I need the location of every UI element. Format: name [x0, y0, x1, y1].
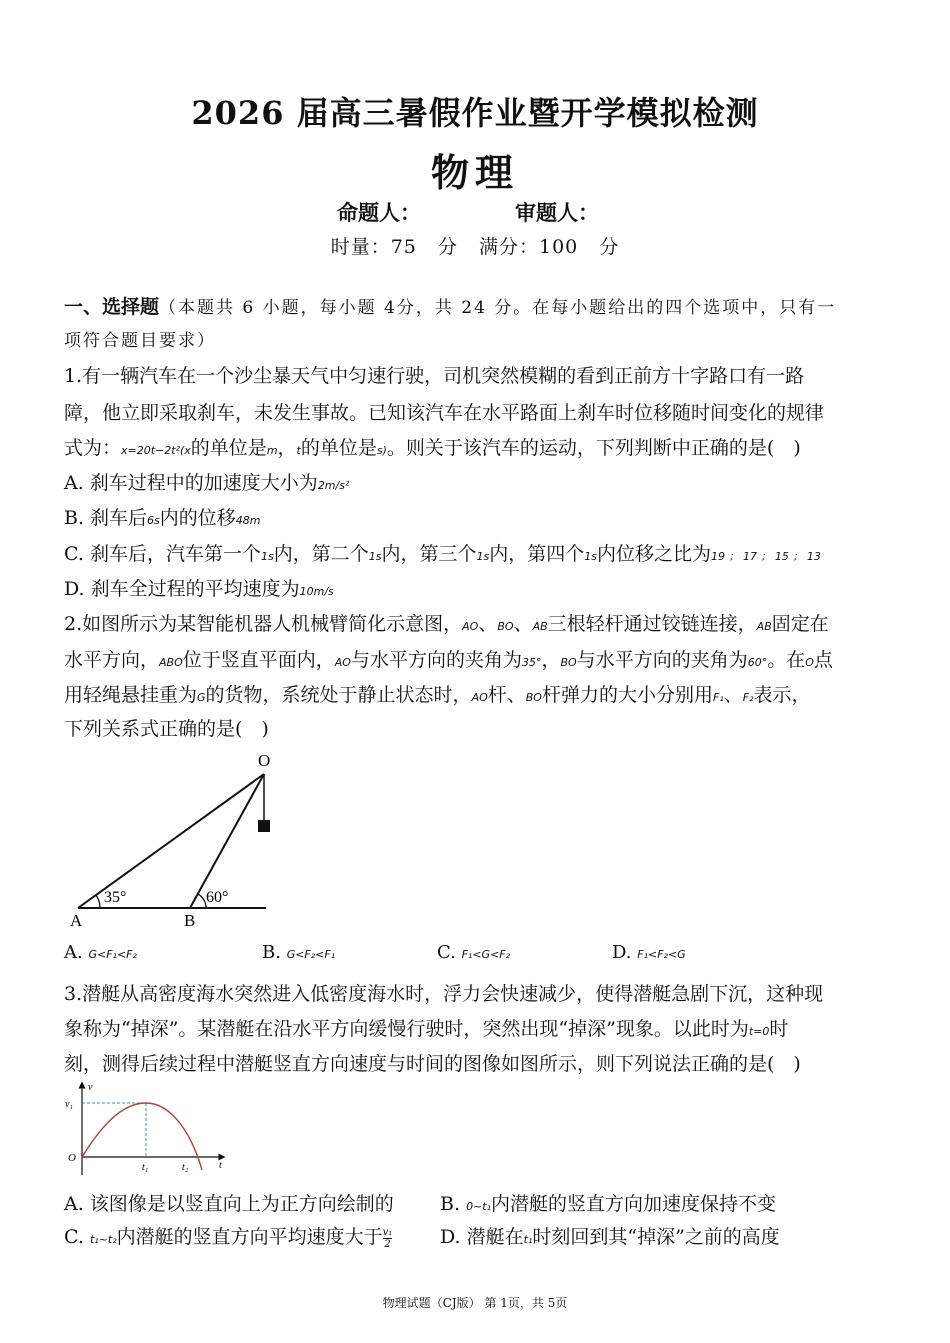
option-letter: A.: [64, 942, 83, 963]
option-value: G<F₁<F₂: [88, 948, 137, 961]
q2-option-d: [612, 942, 686, 963]
t1-label: t₁: [142, 1162, 149, 1173]
q1-text: 。则关于该汽车的运动，下列判断中正确的是( ): [386, 437, 801, 459]
option-text: 内，第三个: [381, 543, 477, 565]
hanging-weight: [258, 820, 270, 832]
q2-option-b: [262, 942, 335, 963]
q1-text: 的单位是: [190, 437, 267, 459]
q2-text: 三根轻杆通过铰链连接，: [547, 613, 757, 635]
q2-line3: [64, 680, 811, 707]
rod-ao: [78, 774, 264, 908]
q1-option-a: [64, 468, 349, 495]
q2-symbol: 35°: [521, 656, 542, 669]
option-value: 48m: [235, 514, 261, 527]
origin-label: O: [68, 1152, 76, 1164]
q2-symbol: ABO: [159, 656, 183, 669]
angle-35-label: 35°: [104, 889, 127, 906]
q3-line1: 3.潜艇从高密度海水突然进入低密度海水时，浮力会快速减少，使得潜艇急剧下沉，这种现: [64, 983, 824, 1005]
axis-v-label: v: [88, 1082, 93, 1093]
q2-text: 、: [513, 613, 533, 635]
q2-symbol: AB: [756, 620, 772, 633]
q1-unit: t: [296, 444, 301, 457]
q2-text: 、: [723, 684, 743, 706]
q2-symbol: G: [197, 691, 206, 704]
q2-line1: [64, 609, 829, 636]
velocity-curve: [82, 1103, 202, 1170]
q3-option-d: [440, 1222, 780, 1249]
exam-meta: 时量：75 分 满分：100 分: [330, 236, 620, 258]
option-text: 内位移之比为: [596, 543, 711, 565]
option-text: B. 刹车后: [64, 507, 148, 529]
option-text: 时刻回到其“掉深”之前的高度: [532, 1226, 780, 1248]
option-value: 1s: [368, 550, 382, 563]
q2-symbol: BO: [525, 691, 542, 704]
subject-title: 物理: [430, 150, 519, 195]
option-letter: C.: [64, 1226, 84, 1248]
q1-unit: m: [266, 444, 278, 457]
option-value: t₁~t₂: [89, 1233, 117, 1246]
q2-text: 与水平方向的夹角为: [576, 649, 748, 671]
q2-option-c: [437, 942, 510, 963]
q3-option-c: [64, 1222, 392, 1250]
q2-symbol: AB: [532, 620, 548, 633]
q2-text: 的货物，系统处于静止状态时，: [205, 684, 472, 706]
q2-text: 水平方向，: [64, 649, 160, 671]
option-letter: C.: [437, 942, 456, 963]
option-value: 10m/s: [299, 585, 334, 598]
q3-symbol: t=0: [748, 1025, 770, 1038]
option-value: G<F₂<F₁: [286, 948, 336, 961]
option-text: D. 刹车全过程的平均速度为: [64, 578, 300, 600]
option-text: 内潜艇的竖直方向加速度保持不变: [491, 1193, 777, 1215]
q2-symbol: BO: [560, 656, 577, 669]
option-value: F₁<F₂<G: [637, 948, 686, 961]
t2-label: t₂: [182, 1162, 189, 1173]
q2-text: 用轻绳悬挂重为: [64, 684, 198, 706]
q2-text: ，: [541, 649, 561, 671]
option-value: 0~t₁: [466, 1200, 492, 1213]
q2-symbol: F₂: [742, 691, 754, 704]
q2-symbol: AO: [462, 620, 479, 633]
q1-line3: [64, 433, 801, 460]
q2-text: 固定在: [771, 613, 829, 635]
angle-60-label: 60°: [206, 889, 229, 906]
q2-text: 2.如图所示为某智能机器人机械臂简化示意图，: [64, 613, 463, 635]
option-value: F₁<G<F₂: [461, 948, 511, 961]
option-letter: B.: [262, 942, 281, 963]
q2-text: 点: [813, 649, 833, 671]
q2-text: 。在: [767, 649, 806, 671]
q3-line2: [64, 1014, 788, 1041]
rod-bo: [190, 774, 264, 908]
q2-line4: 下列关系式正确的是( ): [64, 718, 269, 740]
q2-symbol: F₁: [713, 691, 724, 704]
angle-arc-b: [198, 894, 206, 908]
q2-text: 杆、: [487, 684, 526, 706]
q1-option-c: [64, 539, 821, 566]
q1-option-d: [64, 574, 334, 601]
q2-symbol: BO: [497, 620, 514, 633]
q1-text: 的单位是: [300, 437, 377, 459]
q2-text: 位于竖直平面内，: [182, 649, 335, 671]
author-label: 命题人：: [337, 200, 421, 225]
section-heading-line: [64, 292, 836, 319]
q2-text: 表示，: [753, 684, 811, 706]
q2-symbol: 60°: [747, 656, 768, 669]
option-value: 19 ； 17 ； 15 ； 13: [710, 550, 821, 563]
option-letter: D.: [612, 942, 632, 963]
velocity-time-graph: [62, 1080, 232, 1180]
v1-label: v₁: [65, 1099, 73, 1110]
q1-formula: x=20t−2t²(x: [121, 444, 191, 457]
q1-unit: s): [376, 444, 387, 457]
axis-t-label: t: [219, 1160, 222, 1171]
q3-text: 象称为“掉深”。某潜艇在沿水平方向缓慢行驶时，突然出现“掉深”现象。以此时为: [64, 1018, 749, 1040]
q1-text: ，: [277, 437, 297, 459]
q3-text: 时: [769, 1018, 789, 1040]
q3-option-b: [440, 1189, 776, 1216]
q2-symbol: AO: [334, 656, 351, 669]
q2-symbol: AO: [471, 691, 488, 704]
q2-text: 杆弹力的大小分别用: [541, 684, 713, 706]
option-value: 1s: [476, 550, 490, 563]
q2-line2: [64, 645, 833, 672]
label-o: O: [258, 751, 271, 770]
option-text: A. 刹车过程中的加速度大小为: [64, 472, 318, 494]
q2-text: 与水平方向的夹角为: [350, 649, 522, 671]
option-value: 2m/s²: [317, 479, 350, 492]
label-b: B: [184, 911, 196, 930]
q1-line1: 1.有一辆汽车在一个沙尘暴天气中匀速行驶，司机突然模糊的看到正前方十字路口有一路: [64, 365, 805, 387]
fraction: [383, 1227, 393, 1250]
option-value: t₁: [523, 1233, 533, 1246]
option-text: 内，第四个: [489, 543, 585, 565]
option-value: 1s: [260, 550, 274, 563]
exam-title: 2026 届高三暑假作业暨开学模拟检测: [191, 94, 759, 132]
reviewer-label: 审题人：: [515, 200, 599, 225]
option-value: 6s: [147, 514, 160, 527]
option-letter: B.: [440, 1193, 461, 1215]
option-text: 内潜艇的竖直方向平均速度大于: [116, 1226, 383, 1248]
q1-text: 式为：: [64, 437, 122, 459]
q2-text: 、: [478, 613, 498, 635]
section-note: （本题共 6 小题，每小题 4分，共 24 分。在每小题给出的四个选项中，只有一: [159, 298, 837, 318]
q3-option-a: A. 该图像是以竖直向上为正方向绘制的: [64, 1193, 394, 1215]
q2-option-a: [64, 942, 137, 963]
section-heading: 一、选择题: [64, 296, 160, 318]
q1-line2: 障，他立即采取刹车，未发生事故。已知该汽车在水平路面上刹车时位移随时间变化的规律: [64, 402, 825, 424]
page-footer: 物理试题（CJ版） 第 1页，共 5页: [382, 1296, 568, 1310]
arm-diagram: [60, 748, 271, 934]
fraction-numerator: v₁: [382, 1226, 393, 1238]
section-note-2: 项符合题目要求）: [64, 331, 216, 351]
q1-option-b: [64, 503, 261, 530]
option-text: 内，第二个: [273, 543, 369, 565]
label-a: A: [70, 911, 83, 930]
option-value: 1s: [584, 550, 597, 563]
angle-arc-a: [96, 895, 100, 908]
fraction-denominator: 2: [384, 1238, 391, 1250]
q3-line3: 刻，测得后续过程中潜艇竖直方向速度与时间的图像如图所示，则下列说法正确的是( ): [64, 1053, 801, 1075]
option-text: 内的位移: [159, 507, 236, 529]
option-text: C. 刹车后，汽车第一个: [64, 543, 261, 565]
option-text: D. 潜艇在: [440, 1226, 524, 1248]
q2-symbol: O: [805, 656, 814, 669]
